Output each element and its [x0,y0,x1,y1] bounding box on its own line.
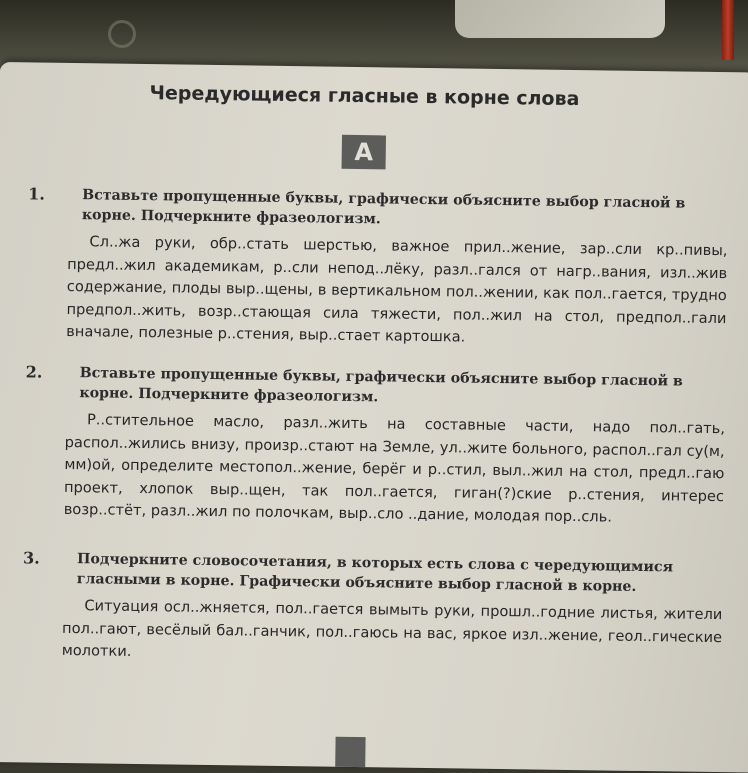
task-exercise-text: Сл..жа руки, обр..стать шерстью, важное прил..жение, зар..сли кр..пивы, предл..жил академикам, р..сли непод..лёку, разл..гался от нагр..вания, изл..жив содержание, плоды выр..щены, в вертикальном пол..жении, как пол..гается, трудно предпол..жить, возр..стающая сила тяжести, пол..жил на стол, предпол..гали вначале, полезные р..стения, выр..стает картошка. [66,233,728,346]
task-number: 3. [22,548,40,568]
task-instruction: Вставьте пропущенные буквы, графически объясните выбор гласной в корне. Подчеркните фразеологизм. [79,365,683,406]
task-1 [26,184,728,352]
pencil [722,0,734,60]
desk-circle-mark [108,20,136,48]
task-exercise-text: Р..стительное масло, разл..жить на составные части, надо пол..гать, распол..жились внизу, произр..стают на Земле, ул..жите больного, распол..гал су(м, мм)ой, определите местопол..жение, берёг и р..стил, выл..жил на стол, предл..гаю проект, хлопок выр..щен, так пол..гается, гиган(?)ские р..стения, интерес возр..стёт, разл..жил по полочкам, выр..сло ..дание, молодая пор..сль. [63,411,726,526]
textbook-page [0,62,748,773]
task-3 [22,548,723,671]
task-exercise-text: Ситуация осл..жняется, пол..гается вымыть руки, прошл..годние листья, жители пол..гают, весёлый бал..ганчик, пол..гаюсь на вас, яркое изл..жение, геол..гические молотки. [61,597,723,660]
next-section-badge [335,737,365,767]
task-instruction: Подчеркните словосочетания, в которых есть слова с чередующимися гласными в корне. Графически объясните выбор гласной в корне. [76,551,674,595]
section-badge: А [342,135,386,170]
page-title: Чередующиеся гласные в корне слова [149,82,580,111]
task-instruction: Вставьте пропущенные буквы, графически объясните выбор гласной в корне. Подчеркните фразеологизм. [81,187,686,228]
task-number: 2. [25,362,43,382]
desk-object [455,0,665,38]
task-2 [24,362,726,530]
task-number: 1. [28,184,45,204]
